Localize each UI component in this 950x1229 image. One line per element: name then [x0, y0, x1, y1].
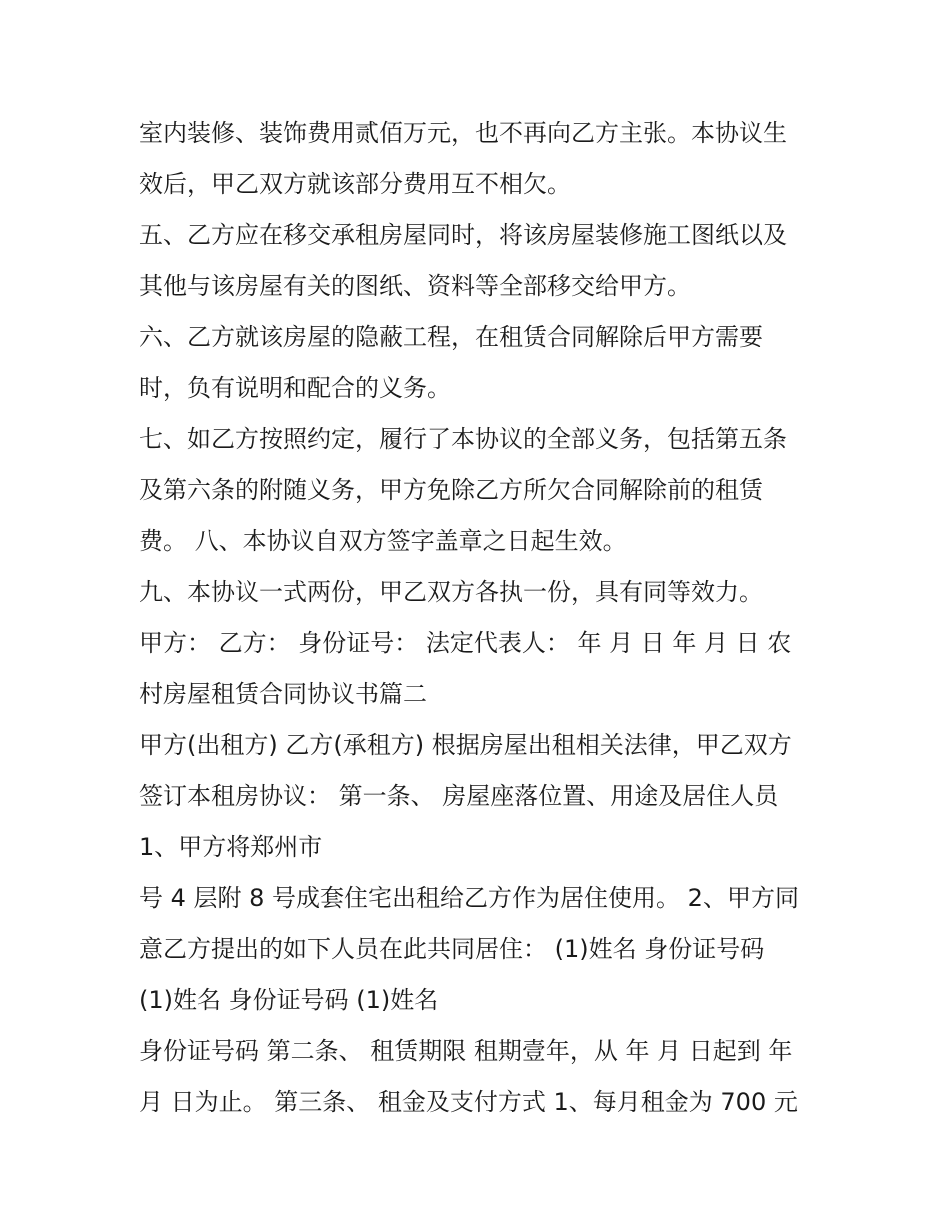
text-line: 村房屋租赁合同协议书篇二 [139, 680, 427, 708]
document-body [139, 108, 819, 1128]
text-line: 签订本租房协议： 第一条、 房屋座落位置、用途及居住人员 [139, 782, 779, 810]
text-line: 1、甲方将郑州市 [139, 833, 323, 861]
text-line: 效后，甲乙双方就该部分费用互不相欠。 [139, 170, 571, 198]
text-line: 六、乙方就该房屋的隐蔽工程，在租赁合同解除后甲方需要 [139, 323, 763, 351]
text-line: (1)姓名 身份证号码 (1)姓名 [139, 986, 439, 1014]
text-line: 甲方： 乙方： 身份证号： 法定代表人： 年 月 日 年 月 日 农 [139, 629, 792, 657]
text-line: 甲方(出租方) 乙方(承租方) 根据房屋出租相关法律，甲乙双方 [139, 731, 792, 759]
text-line: 费。 八、本协议自双方签字盖章之日起生效。 [139, 527, 627, 555]
text-line: 身份证号码 第二条、 租赁期限 租期壹年，从 年 月 日起到 年 [139, 1037, 793, 1065]
text-line: 九、本协议一式两份，甲乙双方各执一份，具有同等效力。 [139, 578, 763, 606]
text-line: 号 4 层附 8 号成套住宅出租给乙方作为居住使用。 2、甲方同 [139, 884, 799, 912]
text-line: 五、乙方应在移交承租房屋同时，将该房屋装修施工图纸以及 [139, 221, 787, 249]
text-line: 时，负有说明和配合的义务。 [139, 374, 451, 402]
text-line: 室内装修、装饰费用贰佰万元，也不再向乙方主张。本协议生 [139, 119, 787, 147]
text-line: 其他与该房屋有关的图纸、资料等全部移交给甲方。 [139, 272, 691, 300]
text-line: 及第六条的附随义务，甲方免除乙方所欠合同解除前的租赁 [139, 476, 763, 504]
text-line: 七、如乙方按照约定，履行了本协议的全部义务，包括第五条 [139, 425, 787, 453]
text-line: 月 日为止。 第三条、 租金及支付方式 1、每月租金为 700 元 [139, 1088, 798, 1116]
text-line: 意乙方提出的如下人员在此共同居住： (1)姓名 身份证号码 [139, 935, 765, 963]
